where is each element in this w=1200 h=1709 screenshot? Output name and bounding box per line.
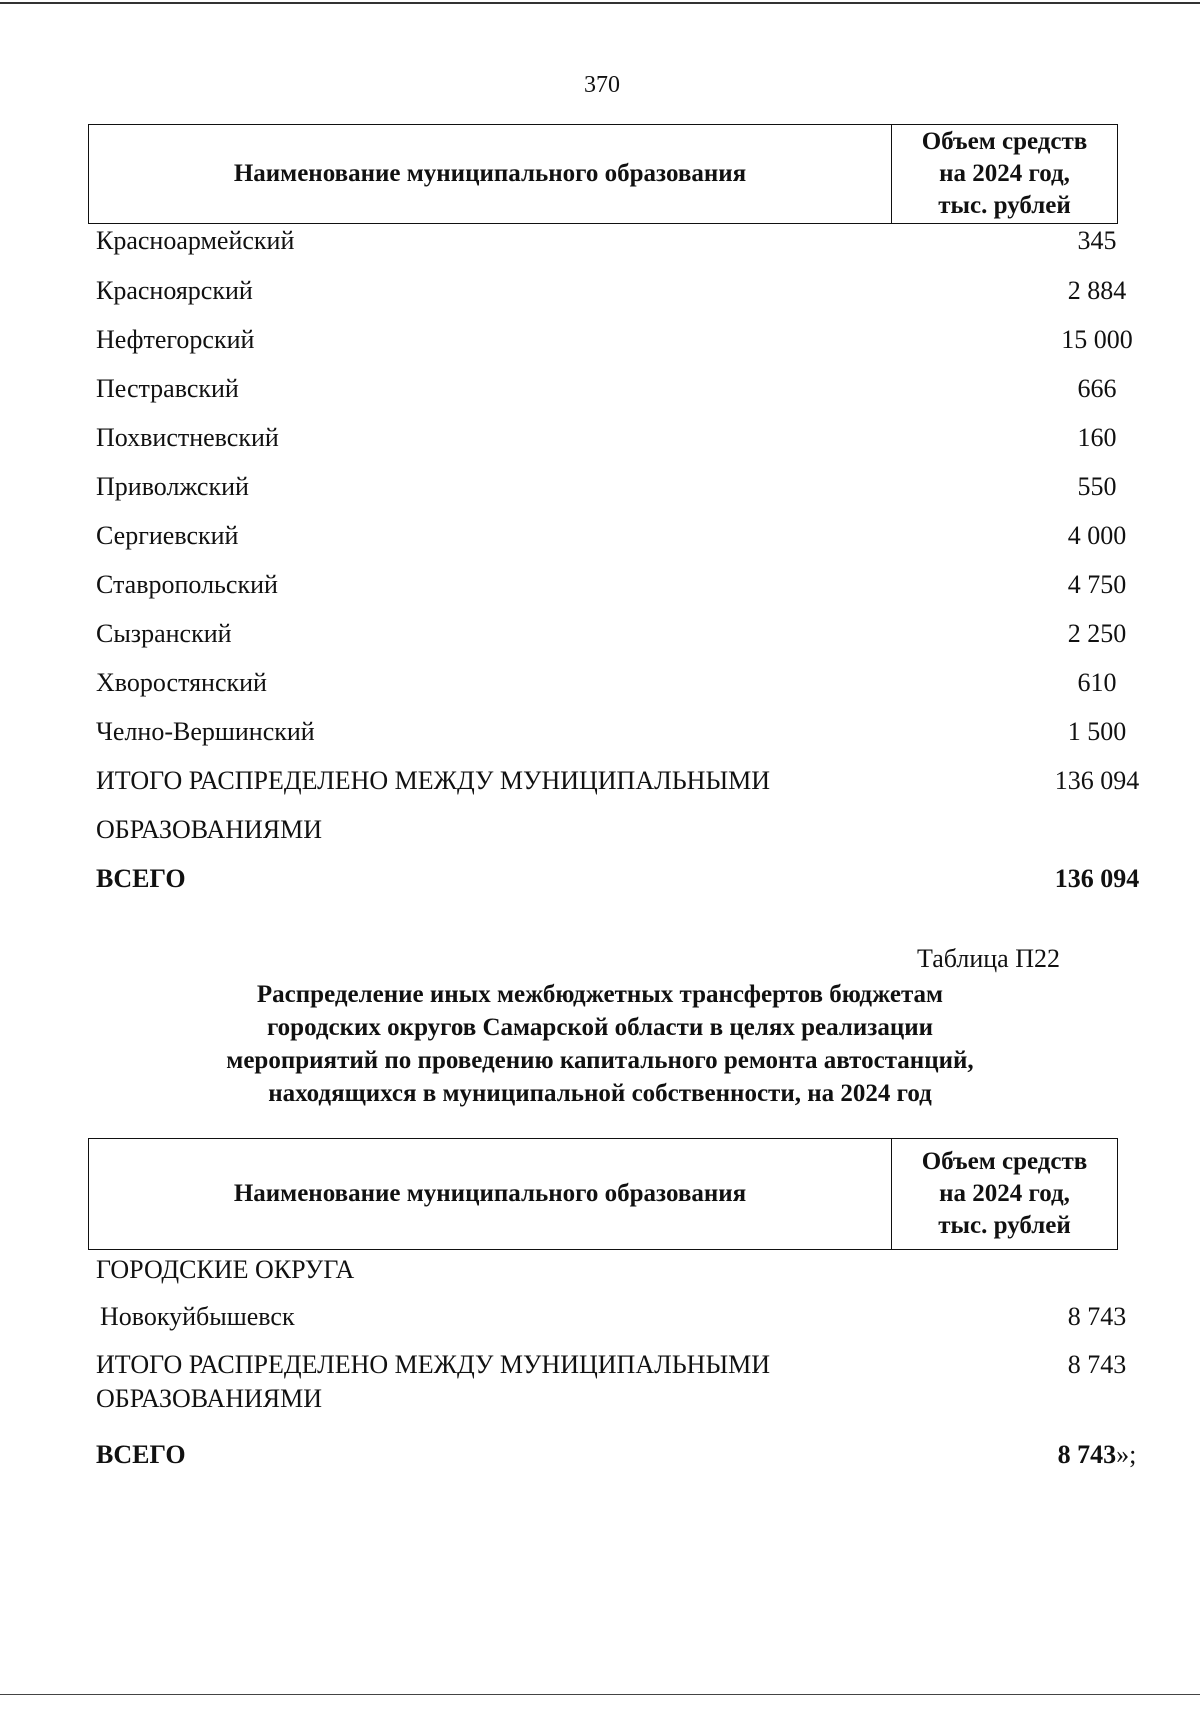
table2-total-row: [96, 1440, 1137, 1480]
table1-subtotal-row: [96, 766, 1140, 806]
row-name: Похвистневский: [96, 423, 279, 452]
table-row: [96, 717, 1127, 757]
row-value: 8 743: [1067, 1302, 1127, 1331]
row-value: 2 250: [1067, 619, 1127, 648]
table2-title-line: Распределение иных межбюджетных трансфертов бюджетам: [256, 981, 944, 1008]
row-value: 4 750: [1067, 570, 1127, 599]
table2-header-volume-line: на 2024 год,: [939, 1180, 1070, 1207]
row-value: 610: [1077, 668, 1117, 697]
table2-subtotal-row-cont: [96, 1384, 1116, 1424]
row-name: Приволжский: [96, 472, 249, 501]
table-row: [96, 1302, 1127, 1342]
row-value: 15 000: [1061, 325, 1133, 354]
table1-header: [88, 124, 1118, 224]
total-value-wrap: [984, 1440, 1200, 1470]
table2-header: [88, 1138, 1118, 1250]
table2-title-line: находящихся в муниципальной собственности, на 2024 год: [268, 1080, 932, 1107]
row-name: Пестравский: [96, 374, 239, 403]
table-row: [96, 668, 1116, 708]
row-value: 2 884: [1067, 276, 1127, 305]
table2-header-name: Наименование муниципального образования: [89, 1139, 892, 1249]
table-row: [96, 619, 1127, 659]
table1-header-volume-line: на 2024 год,: [939, 160, 1070, 187]
table1-total-row: [96, 864, 1140, 904]
total-label: ВСЕГО: [96, 1440, 186, 1469]
table1-header-volume: [892, 125, 1117, 223]
table2-title-line: городских округов Самарской области в целях реализации: [266, 1014, 934, 1041]
row-name: Красноармейский: [96, 226, 295, 255]
table-row: [96, 325, 1133, 365]
page-number: 370: [584, 72, 620, 98]
subtotal-value: 136 094: [1054, 766, 1140, 795]
row-name: Хворостянский: [96, 668, 267, 697]
row-name: Челно-Вершинский: [96, 717, 315, 746]
table-row: [96, 276, 1127, 316]
subtotal-label: ИТОГО РАСПРЕДЕЛЕНО МЕЖДУ МУНИЦИПАЛЬНЫМИ: [96, 1350, 771, 1379]
total-label: ВСЕГО: [96, 864, 186, 893]
table-row: [96, 570, 1127, 610]
row-value: 4 000: [1067, 521, 1127, 550]
total-suffix: »;: [1116, 1440, 1137, 1469]
table-row: [96, 521, 1127, 561]
table1-header-volume-line: Объем средств: [921, 128, 1088, 155]
subtotal-label-cont: ОБРАЗОВАНИЯМИ: [96, 815, 323, 844]
table2-header-volume-line: Объем средств: [921, 1148, 1088, 1175]
table-row: [96, 423, 1116, 463]
row-name: Сызранский: [96, 619, 232, 648]
subtotal-label-cont: ОБРАЗОВАНИЯМИ: [96, 1384, 323, 1413]
table2-header-volume-line: тыс. рублей: [938, 1212, 1071, 1239]
scan-top-edge: [0, 2, 1200, 4]
scan-bottom-edge: [0, 1694, 1200, 1695]
table2-group-row: [96, 1255, 1116, 1295]
table2-title-line: мероприятий по проведению капитального ремонта автостанций,: [226, 1047, 974, 1074]
table1-subtotal-row-cont: [96, 815, 1116, 855]
table2-title: [150, 978, 1050, 1110]
table2-label: Таблица П22: [917, 944, 1060, 973]
total-value: 136 094: [1054, 864, 1140, 893]
row-value: 550: [1077, 472, 1117, 501]
row-value: 1 500: [1067, 717, 1127, 746]
table1-header-name: Наименование муниципального образования: [89, 125, 892, 223]
row-name: Сергиевский: [96, 521, 239, 550]
row-value: 345: [1077, 226, 1117, 255]
table-row: [96, 472, 1116, 512]
table2-header-volume: [892, 1139, 1117, 1249]
row-name: Ставропольский: [96, 570, 278, 599]
table1-header-volume-line: тыс. рублей: [938, 192, 1071, 219]
group-label: ГОРОДСКИЕ ОКРУГА: [96, 1255, 355, 1284]
row-value: 666: [1077, 374, 1117, 403]
table-row: [96, 226, 1116, 266]
subtotal-label: ИТОГО РАСПРЕДЕЛЕНО МЕЖДУ МУНИЦИПАЛЬНЫМИ: [96, 766, 771, 795]
table-row: [96, 374, 1116, 414]
row-name: Нефтегорский: [96, 325, 255, 354]
total-value: 8 743: [1057, 1440, 1117, 1469]
subtotal-value: 8 743: [1067, 1350, 1127, 1379]
row-name: Новокуйбышевск: [100, 1302, 295, 1331]
row-value: 160: [1077, 423, 1117, 452]
row-name: Красноярский: [96, 276, 253, 305]
